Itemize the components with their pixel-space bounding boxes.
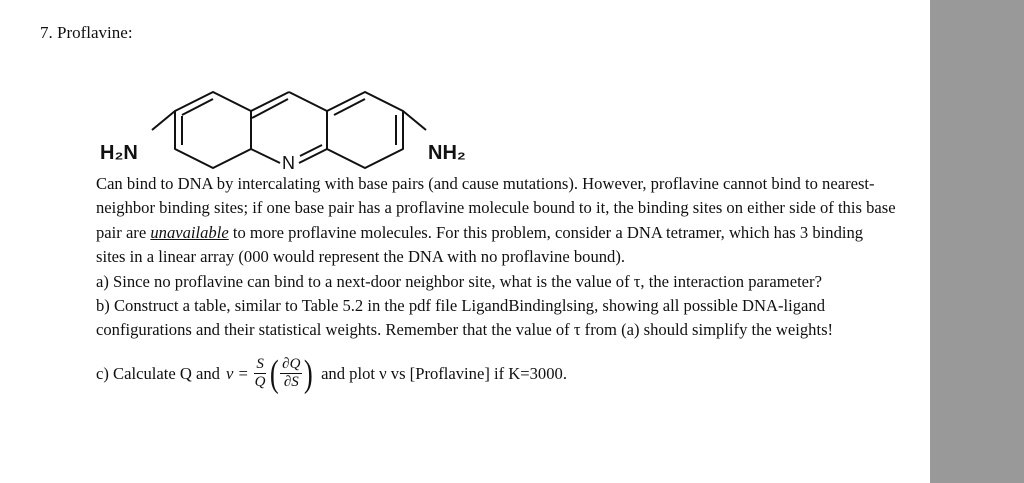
intro-text-1: Can bind to DNA by intercalating with base pairs (and cause mutations). However, proflavine cannot bind to nearest-neighbor binding sites; if one base pair has a proflavine molecule bound to it, the binding sites on either side of this base pair are bbox=[96, 174, 896, 242]
part-c-prefix: c) Calculate Q and bbox=[96, 363, 220, 383]
left-amine-bond bbox=[152, 111, 175, 130]
right-amine-label: NH₂ bbox=[428, 142, 466, 164]
right-ring-inner-bond-1 bbox=[334, 99, 365, 115]
proflavine-structure bbox=[90, 56, 510, 176]
center-ring-bottom-left bbox=[251, 149, 280, 163]
fraction-denominator: Q bbox=[254, 374, 266, 391]
left-amine-label: H₂N bbox=[100, 142, 138, 164]
left-ring-inner-bond-1 bbox=[182, 99, 213, 115]
derivative-numerator: ∂Q bbox=[282, 356, 301, 373]
left-paren: ( bbox=[269, 352, 279, 395]
nu-equals: ν = bbox=[225, 363, 249, 383]
fraction-s-over-q bbox=[253, 356, 268, 391]
part-c bbox=[96, 349, 896, 399]
gray-side-panel bbox=[930, 0, 1024, 483]
part-c-suffix: and plot ν vs [Proflavine] if K=3000. bbox=[321, 363, 567, 383]
problem-heading: 7. Proflavine: bbox=[40, 23, 133, 42]
right-paren: ) bbox=[304, 352, 314, 395]
part-b: b) Construct a table, similar to Table 5.2 in the pdf file LigandBindinglsing, showing all possible DNA-ligand configurations and their statistical weights. Remember that the value of τ from (a) should simplify the weights! bbox=[96, 296, 834, 340]
partial-derivative bbox=[280, 356, 302, 391]
center-ring-top-right bbox=[289, 92, 327, 111]
center-ring-bottom-right bbox=[299, 149, 327, 163]
intro-text-2: to more proflavine molecules. For this problem, consider a DNA tetramer, which has 3 binding sites in a linear array (000 would represent the DNA with no proflavine bound). bbox=[96, 222, 864, 267]
intro-paragraph bbox=[96, 172, 896, 270]
ring-nitrogen-label: N bbox=[282, 153, 295, 173]
right-amine-bond bbox=[403, 111, 426, 130]
problem-body bbox=[96, 172, 896, 399]
derivative-denominator: ∂S bbox=[283, 374, 299, 391]
center-ring-bottom-right-inner bbox=[300, 145, 322, 156]
emphasis-unavailable: unavailable bbox=[150, 222, 229, 242]
right-ring bbox=[327, 92, 403, 168]
fraction-numerator: S bbox=[256, 356, 264, 373]
left-ring bbox=[175, 92, 251, 168]
part-a: a) Since no proflavine can bind to a next-door neighbor site, what is the value of τ, the interaction parameter? bbox=[96, 271, 822, 291]
